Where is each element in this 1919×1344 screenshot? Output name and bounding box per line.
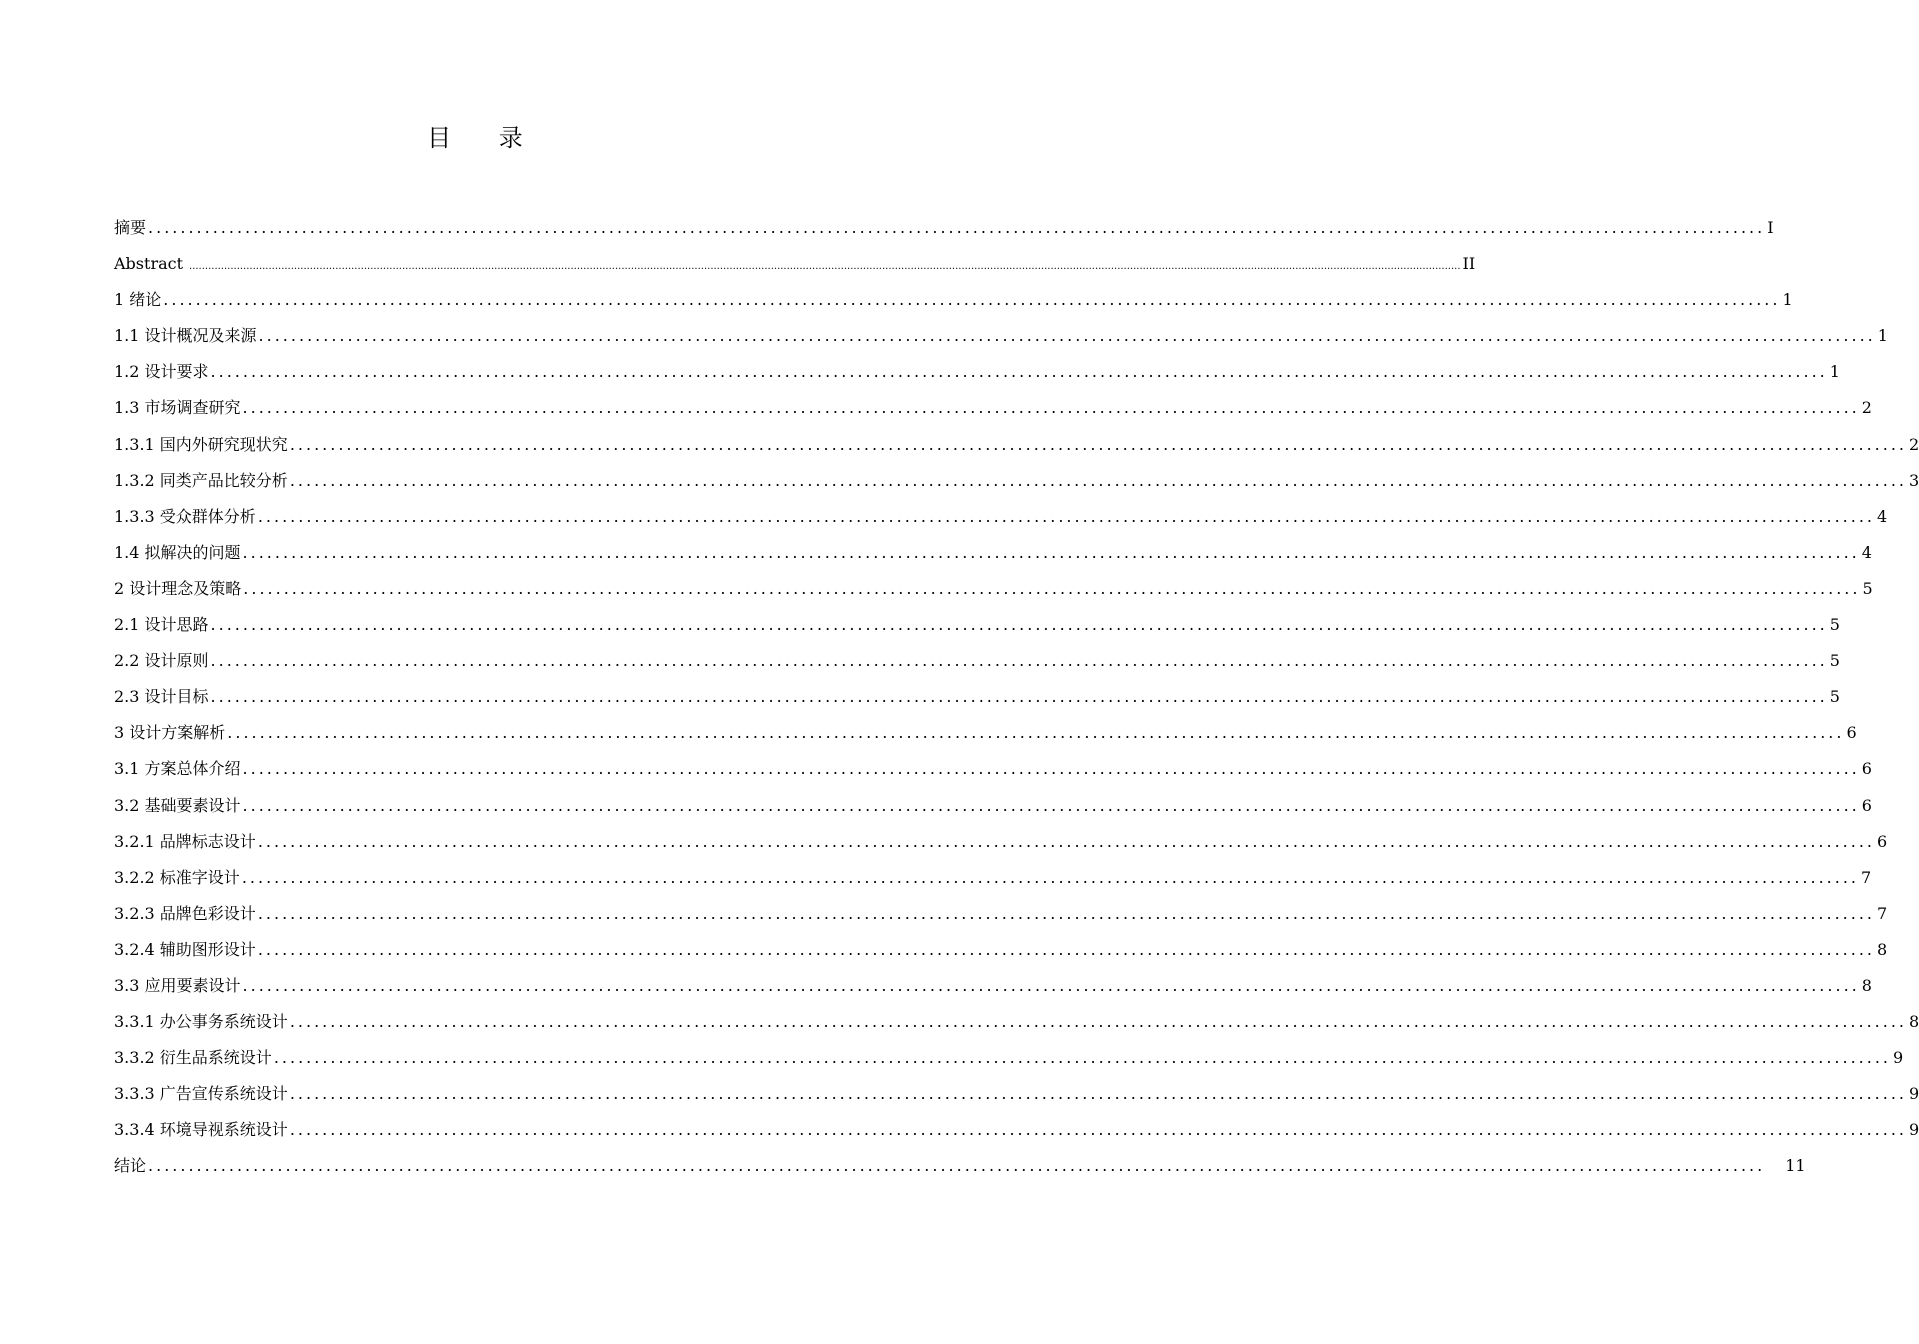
- toc-dot-leader: ........................................................................................................................................................................................................: [242, 542, 1860, 562]
- toc-entry[interactable]: [114, 643, 1840, 679]
- toc-dot-leader: ........................................................................................................................................................................................................: [273, 1048, 1891, 1068]
- toc-dot-leader: ........................................................................................................................................................................................................: [289, 1084, 1907, 1104]
- toc-entry[interactable]: [114, 896, 1888, 932]
- toc-entry-label: Abstract: [114, 254, 184, 274]
- toc-entry[interactable]: [114, 499, 1888, 535]
- toc-dot-leader: ........................................................................................................................................................................................................: [242, 975, 1860, 995]
- toc-page-number: 5: [1829, 651, 1840, 671]
- toc-page-number: 7: [1877, 903, 1888, 923]
- toc-dot-leader: ........................................................................................................................................................................................................: [210, 615, 1828, 635]
- toc-entry[interactable]: [114, 715, 1857, 751]
- toc-dot-leader: ........................................................................................................................................................................................................: [243, 578, 1861, 598]
- toc-entry-label: 3.3.3 广告宣传系统设计: [114, 1084, 288, 1104]
- toc-entry[interactable]: [114, 210, 1774, 246]
- toc-entry[interactable]: [114, 1040, 1904, 1076]
- toc-entry-label: 3.3.4 环境导视系统设计: [114, 1120, 288, 1140]
- toc-entry-label: 3.3 应用要素设计: [114, 975, 241, 995]
- toc-entry-label: 3.2.2 标准字设计: [114, 867, 240, 887]
- toc-entry-label: 结论: [114, 1156, 147, 1176]
- toc-heading: 目 录: [427, 124, 543, 152]
- toc-entry-label: 1.3.1 国内外研究现状究: [114, 434, 288, 454]
- toc-dot-leader: ........................................................................................................................................................................................................: [289, 1120, 1907, 1140]
- toc-page-number: 11: [1785, 1156, 1806, 1176]
- toc-page-number: 9: [1893, 1048, 1904, 1068]
- toc-page-number: 9: [1909, 1084, 1919, 1104]
- toc-page-number: 6: [1861, 759, 1872, 779]
- toc-dot-leader: ........................................................................................................................................................................................................: [210, 651, 1828, 671]
- toc-page-number: 8: [1861, 975, 1872, 995]
- toc-entry-label: 1 绪论: [114, 290, 162, 310]
- toc-page-number: II: [1462, 254, 1476, 274]
- toc-dot-leader: ........................................................................................................................................................................................................: [289, 434, 1907, 454]
- toc-dot-leader: ................................................................................................................................................................................................................................................................................................................................................................................................................: [189, 261, 1461, 273]
- toc-entry-label: 2 设计理念及策略: [114, 578, 242, 598]
- toc-page-number: 2: [1909, 434, 1919, 454]
- toc-entry-label: 3.3.1 办公事务系统设计: [114, 1012, 288, 1032]
- toc-entry[interactable]: [114, 246, 1476, 282]
- toc-page-number: 3: [1909, 470, 1919, 490]
- toc-page-number: 8: [1909, 1012, 1919, 1032]
- toc-entry-label: 3.2.3 品牌色彩设计: [114, 903, 256, 923]
- toc-entry-label: 1.4 拟解决的问题: [114, 542, 241, 562]
- toc-entry-label: 3.2 基础要素设计: [114, 795, 241, 815]
- toc-entry-label: 3.2.1 品牌标志设计: [114, 831, 256, 851]
- toc-entry-label: 2.3 设计目标: [114, 687, 209, 707]
- toc-entry[interactable]: [114, 1112, 1919, 1148]
- table-of-contents: [114, 210, 1919, 1185]
- toc-entry-label: 1.3 市场调查研究: [114, 398, 241, 418]
- toc-page-number: 4: [1877, 506, 1888, 526]
- toc-entry[interactable]: [114, 1004, 1919, 1040]
- toc-entry[interactable]: [114, 463, 1919, 499]
- toc-dot-leader: ........................................................................................................................................................................................................: [242, 795, 1860, 815]
- toc-dot-leader: ........................................................................................................................................................................................................: [227, 723, 1845, 743]
- toc-dot-leader: ........................................................................................................................................................................................................: [210, 362, 1828, 382]
- toc-entry[interactable]: [114, 354, 1840, 390]
- toc-entry-label: 3 设计方案解析: [114, 723, 226, 743]
- toc-page-number: 5: [1829, 687, 1840, 707]
- toc-entry[interactable]: [114, 860, 1872, 896]
- toc-page-number: 6: [1846, 723, 1857, 743]
- toc-entry[interactable]: [114, 390, 1872, 426]
- toc-entry-label: 2.1 设计思路: [114, 615, 209, 635]
- toc-entry-label: 3.2.4 辅助图形设计: [114, 939, 256, 959]
- toc-dot-leader: ........................................................................................................................................................................................................: [148, 218, 1766, 237]
- toc-dot-leader: ........................................................................................................................................................................................................: [163, 290, 1781, 310]
- toc-entry[interactable]: [114, 282, 1793, 318]
- toc-dot-leader: ........................................................................................................................................................................................................: [257, 903, 1875, 923]
- toc-entry-label: 3.1 方案总体介绍: [114, 759, 241, 779]
- toc-page-number: 6: [1861, 795, 1872, 815]
- toc-page-number: 2: [1861, 398, 1872, 418]
- toc-dot-leader: ........................................................................................................................................................................................................: [257, 506, 1875, 526]
- toc-entry[interactable]: [114, 427, 1919, 463]
- toc-entry-label: 1.2 设计要求: [114, 362, 209, 382]
- toc-page-number: 9: [1909, 1120, 1919, 1140]
- toc-entry[interactable]: [114, 318, 1888, 354]
- toc-entry[interactable]: [114, 607, 1840, 643]
- toc-entry[interactable]: [114, 571, 1873, 607]
- toc-page-number: 4: [1861, 542, 1872, 562]
- toc-entry[interactable]: [114, 1076, 1919, 1112]
- toc-page-number: 1: [1877, 326, 1888, 346]
- toc-entry-label: 1.3.2 同类产品比较分析: [114, 470, 288, 490]
- toc-entry[interactable]: [114, 751, 1872, 787]
- toc-page-number: 6: [1877, 831, 1888, 851]
- toc-page-number: 8: [1877, 939, 1888, 959]
- toc-page-number: 1: [1829, 362, 1840, 382]
- toc-dot-leader: ........................................................................................................................................................................................................: [241, 867, 1859, 887]
- toc-entry-label: 1.1 设计概况及来源: [114, 326, 257, 346]
- toc-dot-leader: ........................................................................................................................................................................................................: [257, 939, 1875, 959]
- toc-page-number: 7: [1861, 867, 1872, 887]
- toc-entry[interactable]: [114, 679, 1840, 715]
- toc-entry-label: 摘要: [114, 218, 147, 237]
- toc-dot-leader: ........................................................................................................................................................................................................: [242, 759, 1860, 779]
- toc-dot-leader: ........................................................................................................................................................................................................: [289, 470, 1907, 490]
- toc-entry-label: 3.3.2 衍生品系统设计: [114, 1048, 272, 1068]
- toc-dot-leader: ........................................................................................................................................................................................................: [257, 831, 1875, 851]
- toc-page-number: 5: [1862, 578, 1873, 598]
- toc-dot-leader: ........................................................................................................................................................................................................: [210, 687, 1828, 707]
- toc-entry[interactable]: [114, 932, 1888, 968]
- toc-page-number: 1: [1782, 290, 1793, 310]
- toc-entry[interactable]: [114, 1148, 1806, 1184]
- toc-entry[interactable]: [114, 788, 1872, 824]
- toc-page-number: I: [1767, 218, 1774, 237]
- toc-entry[interactable]: [114, 968, 1872, 1004]
- toc-entry-label: 2.2 设计原则: [114, 651, 209, 671]
- toc-page-number: 5: [1829, 615, 1840, 635]
- toc-dot-leader: ........................................................................................................................................................................................................: [148, 1156, 1766, 1176]
- toc-entry[interactable]: [114, 535, 1872, 571]
- toc-entry-label: 1.3.3 受众群体分析: [114, 506, 256, 526]
- toc-dot-leader: ........................................................................................................................................................................................................: [289, 1012, 1907, 1032]
- toc-entry[interactable]: [114, 824, 1888, 860]
- toc-dot-leader: ........................................................................................................................................................................................................: [258, 326, 1876, 346]
- toc-dot-leader: ........................................................................................................................................................................................................: [242, 398, 1860, 418]
